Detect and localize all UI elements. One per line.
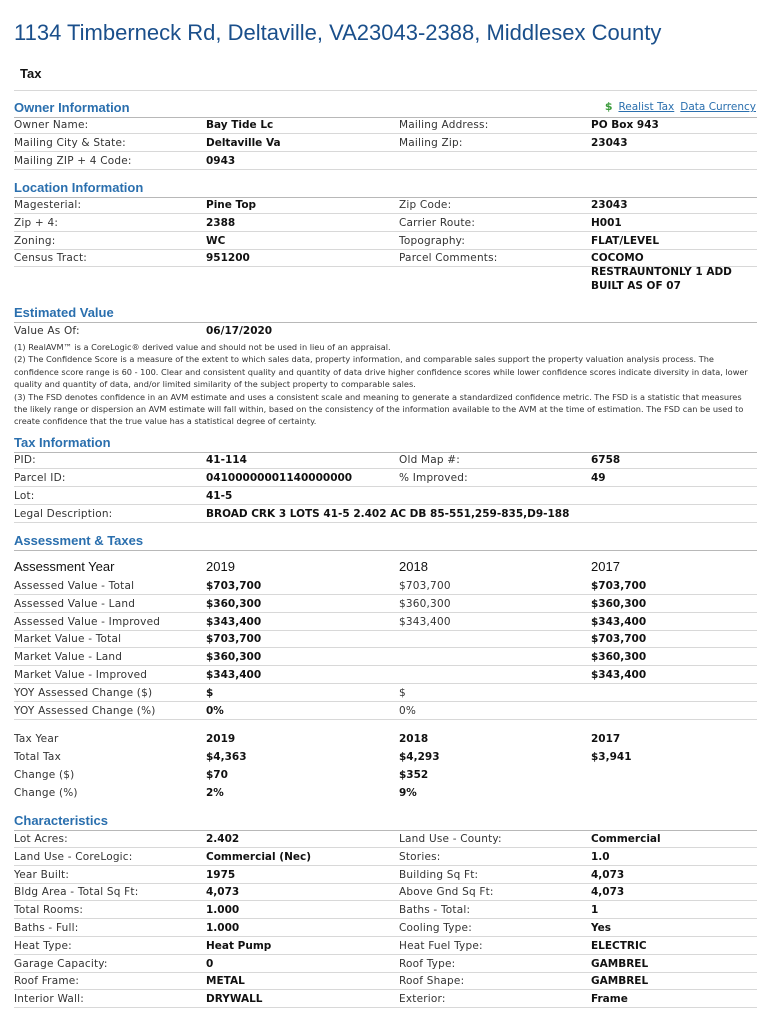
characteristics-label: Heat Fuel Type: <box>399 939 483 952</box>
taxinfo-value: 6758 <box>591 454 621 466</box>
estimated-notes: (1) RealAVM™ is a CoreLogic® derived value and should not be used in lieu of an appraisal. (2) The Confidence Score is a measure of the extent to which sales data, property information, and comparable sales support the property valuation analysis process. The confidence score range is 60 - 100. Clear and consistent quality and quantity of data drive higher confidence scores while lower confidence scores indicate diversity in data, lower quality and quantity of data, and/or limited similarity of the subject property to comparable sales. (3) The FSD denotes confidence in an AVM estimate and uses a consistent scale and meaning to generate a standardized confidence metric. The FSD is a statistic that measures the likely range or dispersion an AVM estimate will fall within, based on the consistency of the information available to the AVM at the time of estimation. The FSD can be used to create confidence that the true value has a statistical degree of certainty. <box>14 342 748 427</box>
characteristics-row-rule <box>14 972 757 973</box>
characteristics-label: Land Use - County: <box>399 833 502 845</box>
taxinfo-value: BROAD CRK 3 LOTS 41-5 2.402 AC DB 85-551,259-835,D9-188 <box>206 508 570 520</box>
taxinfo-value: 04100000001140000000 <box>206 472 353 484</box>
taxinfo-row-rule <box>14 486 757 487</box>
characteristics-label: Cooling Type: <box>399 922 472 934</box>
assessment-label: $703,700 <box>399 580 451 592</box>
data-currency-link[interactable]: Data Currency <box>680 101 756 113</box>
assessment-value: $ <box>206 686 214 699</box>
owner-label: Mailing ZIP + 4 Code: <box>14 155 132 167</box>
characteristics-label: Above Gnd Sq Ft: <box>399 886 494 899</box>
characteristics-row-rule <box>14 918 757 919</box>
characteristics-rule <box>14 830 757 831</box>
location-label: Topography: <box>399 234 466 247</box>
characteristics-row-rule <box>14 883 757 884</box>
characteristics-value: 0 <box>206 957 214 970</box>
tax-value: 2% <box>206 787 224 799</box>
assessment-label: $360,300 <box>399 597 451 610</box>
location-label: Parcel Comments: <box>399 252 498 265</box>
assessment-label: $343,400 <box>399 615 451 628</box>
assessment-row-rule <box>14 665 757 666</box>
assessment-label: Market Value - Land <box>14 651 123 664</box>
assessment-value: $360,300 <box>206 597 262 610</box>
taxinfo-row-rule <box>14 504 757 505</box>
taxinfo-label: % Improved: <box>399 472 468 484</box>
characteristics-label: Total Rooms: <box>14 904 84 917</box>
assessment-value: $703,700 <box>591 633 647 646</box>
assessment-value: $343,400 <box>206 669 262 681</box>
characteristics-label: Garage Capacity: <box>14 957 108 970</box>
owner-value: Bay Tide Lc <box>206 119 274 131</box>
taxinfo-label: PID: <box>14 454 36 466</box>
characteristics-label: Exterior: <box>399 993 446 1006</box>
assessment-row-rule <box>14 594 757 595</box>
assessment-label: Assessed Value - Total <box>14 580 135 592</box>
owner-value: 0943 <box>206 155 236 167</box>
characteristics-row-rule <box>14 954 757 955</box>
characteristics-value: Commercial (Nec) <box>206 850 311 863</box>
taxinfo-value: 41-114 <box>206 454 247 466</box>
owner-heading: Owner Information <box>14 100 130 115</box>
tax-label: Total Tax <box>14 751 61 763</box>
characteristics-row-rule <box>14 847 757 848</box>
characteristics-row-rule <box>14 865 757 866</box>
assessment-label: YOY Assessed Change ($) <box>14 686 153 699</box>
characteristics-row-rule <box>14 989 757 990</box>
characteristics-label: Land Use - CoreLogic: <box>14 850 133 863</box>
tax-value: 2019 <box>206 733 236 745</box>
tax-label: Tax Year <box>14 733 59 745</box>
characteristics-value: 1.000 <box>206 904 240 917</box>
location-heading: Location Information <box>14 180 144 195</box>
location-value: COCOMO <box>591 252 644 265</box>
assessment-value: $343,400 <box>591 669 647 681</box>
characteristics-label: Baths - Full: <box>14 922 79 934</box>
tax-label: Change ($) <box>14 769 75 781</box>
report-links <box>605 100 756 113</box>
characteristics-heading: Characteristics <box>14 813 108 828</box>
assessment-label: Assessed Value - Improved <box>14 615 161 628</box>
characteristics-row-rule <box>14 900 757 901</box>
tax-value: 9% <box>399 787 417 799</box>
location-label: Census Tract: <box>14 252 88 265</box>
estimated-value: 06/17/2020 <box>206 325 273 337</box>
characteristics-value: 4,073 <box>591 868 625 881</box>
tax-value: $352 <box>399 769 429 781</box>
characteristics-label: Baths - Total: <box>399 904 471 917</box>
location-label: Magesterial: <box>14 199 82 211</box>
characteristics-label: Year Built: <box>14 868 70 881</box>
assessment-value: 0% <box>206 704 224 717</box>
characteristics-label: Roof Shape: <box>399 975 465 988</box>
characteristics-value: 1.0 <box>591 850 610 863</box>
taxinfo-label: Parcel ID: <box>14 472 66 484</box>
characteristics-label: Stories: <box>399 850 441 863</box>
assessment-rule <box>14 550 757 551</box>
location-row-rule <box>14 213 757 214</box>
characteristics-value: 1.000 <box>206 922 240 934</box>
location-label: Zip + 4: <box>14 216 59 229</box>
tax-value: $70 <box>206 769 228 781</box>
owner-label: Mailing City & State: <box>14 137 126 149</box>
taxinfo-value: 41-5 <box>206 490 233 502</box>
location-value: FLAT/LEVEL <box>591 234 660 247</box>
characteristics-label: Interior Wall: <box>14 993 84 1006</box>
owner-value: Deltaville Va <box>206 137 281 149</box>
assessment-label: Market Value - Improved <box>14 669 148 681</box>
assessment-row-rule <box>14 719 757 720</box>
characteristics-value: GAMBREL <box>591 975 649 988</box>
owner-rule <box>14 117 757 118</box>
tab-tax[interactable]: Tax <box>20 66 42 81</box>
owner-value: 23043 <box>591 137 628 149</box>
owner-row-rule <box>14 151 757 152</box>
assessment-value: $703,700 <box>206 580 262 592</box>
characteristics-value: Commercial <box>591 833 661 845</box>
owner-label: Mailing Zip: <box>399 137 463 149</box>
assessment-label: 0% <box>399 704 417 717</box>
assessment-year-header: 2019 <box>206 559 235 574</box>
page-title: 1134 Timberneck Rd, Deltaville, VA23043-2388, Middlesex County <box>14 20 662 45</box>
assessment-value: $343,400 <box>591 615 647 628</box>
location-label: Zoning: <box>14 234 56 247</box>
characteristics-row-rule <box>14 936 757 937</box>
location-row-rule <box>14 231 757 232</box>
estimated-rule <box>14 322 757 323</box>
assessment-value: $360,300 <box>206 651 262 664</box>
characteristics-label: Roof Type: <box>399 957 456 970</box>
characteristics-value: Heat Pump <box>206 939 272 952</box>
estimated-label: Value As Of: <box>14 325 80 337</box>
estimated-heading: Estimated Value <box>14 305 114 320</box>
tax-value: $3,941 <box>591 751 632 763</box>
assessment-year-header: 2018 <box>399 559 428 574</box>
taxinfo-value: 49 <box>591 472 606 484</box>
assessment-row-rule <box>14 683 757 684</box>
location-value: 951200 <box>206 252 250 265</box>
characteristics-value: GAMBREL <box>591 957 649 970</box>
location-value: 23043 <box>591 199 628 211</box>
characteristics-value: 4,073 <box>591 886 625 899</box>
location-value: WC <box>206 234 226 247</box>
location-label: Carrier Route: <box>399 216 476 229</box>
location-value: 2388 <box>206 216 236 229</box>
owner-value: PO Box 943 <box>591 119 659 131</box>
taxinfo-rule <box>14 452 757 453</box>
characteristics-value: Yes <box>591 922 612 934</box>
assessment-value: $703,700 <box>206 633 262 646</box>
characteristics-row-rule <box>14 1007 757 1008</box>
assessment-row-rule <box>14 612 757 613</box>
assessment-value: $703,700 <box>591 580 647 592</box>
taxinfo-heading: Tax Information <box>14 435 111 450</box>
characteristics-value: DRYWALL <box>206 993 263 1006</box>
characteristics-label: Heat Type: <box>14 939 72 952</box>
owner-row-rule <box>14 133 757 134</box>
characteristics-value: 4,073 <box>206 886 240 899</box>
characteristics-label: Lot Acres: <box>14 833 68 845</box>
assessment-heading: Assessment & Taxes <box>14 533 144 548</box>
taxinfo-label: Old Map #: <box>399 454 461 466</box>
location-value: BUILT AS OF 07 <box>591 280 681 292</box>
characteristics-value: 1975 <box>206 868 236 881</box>
taxinfo-label: Lot: <box>14 490 35 502</box>
owner-label: Owner Name: <box>14 119 89 131</box>
location-value: RESTRAUNTONLY 1 ADD <box>591 266 732 278</box>
taxinfo-row-rule <box>14 468 757 469</box>
characteristics-value: 2.402 <box>206 833 240 845</box>
assessment-value: $360,300 <box>591 651 647 664</box>
assessment-value: $360,300 <box>591 597 647 610</box>
assessment-label: Market Value - Total <box>14 633 122 646</box>
characteristics-value: METAL <box>206 975 245 988</box>
assessment-row-rule <box>14 630 757 631</box>
location-label: Zip Code: <box>399 199 452 211</box>
characteristics-label: Roof Frame: <box>14 975 80 988</box>
tax-value: $4,293 <box>399 751 440 763</box>
tax-value: 2018 <box>399 733 429 745</box>
taxinfo-row-rule <box>14 522 757 523</box>
characteristics-value: 1 <box>591 904 599 917</box>
tax-label: Change (%) <box>14 787 78 799</box>
realist-tax-link[interactable]: Realist Tax <box>618 101 675 113</box>
divider <box>14 90 757 91</box>
assessment-label: YOY Assessed Change (%) <box>14 704 156 717</box>
location-row-rule <box>14 249 757 250</box>
tax-value: 2017 <box>591 733 621 745</box>
assessment-label: $ <box>399 686 406 699</box>
assessment-value: $343,400 <box>206 615 262 628</box>
location-value: Pine Top <box>206 199 257 211</box>
assessment-row-rule <box>14 647 757 648</box>
assessment-row-rule <box>14 701 757 702</box>
characteristics-value: Frame <box>591 993 628 1006</box>
characteristics-label: Building Sq Ft: <box>399 868 479 881</box>
characteristics-label: Bldg Area - Total Sq Ft: <box>14 886 139 899</box>
assessment-year-header: Assessment Year <box>14 559 115 574</box>
assessment-label: Assessed Value - Land <box>14 597 136 610</box>
location-value: H001 <box>591 216 622 229</box>
taxinfo-label: Legal Description: <box>14 508 113 520</box>
assessment-year-header: 2017 <box>591 559 620 574</box>
characteristics-value: ELECTRIC <box>591 939 647 952</box>
location-rule <box>14 197 757 198</box>
tax-value: $4,363 <box>206 751 247 763</box>
dollar-icon: $ <box>604 100 613 113</box>
owner-row-rule <box>14 169 757 170</box>
owner-label: Mailing Address: <box>399 119 489 131</box>
